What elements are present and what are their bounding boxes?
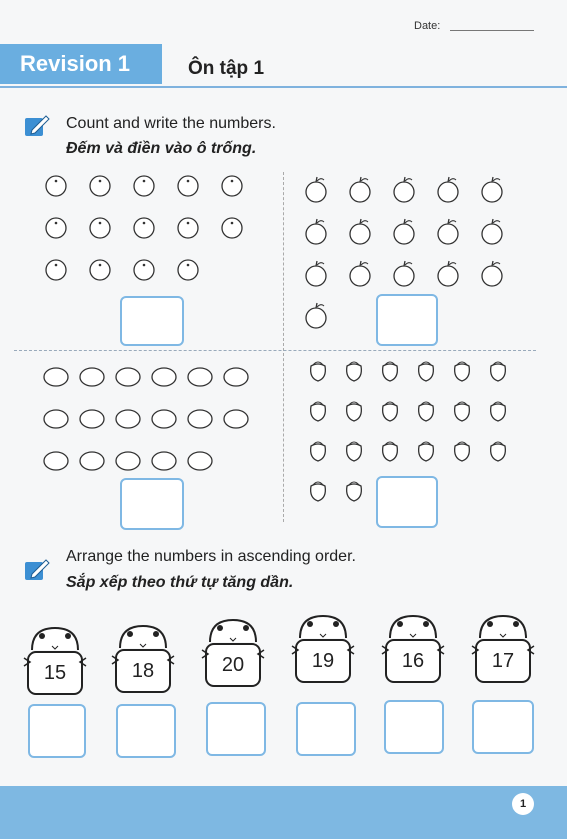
egg-icon [188,452,212,470]
frog-card [378,612,448,690]
revision-tab: Revision 1 [0,44,162,84]
pepper-icon [347,442,362,461]
exercise1-instruction-vi: Đếm và điền vào ô trống. [66,140,257,157]
egg-icon [80,410,104,428]
egg-icon [80,452,104,470]
exercise2-instruction-vi: Sắp xếp theo thứ tự tăng dần. [66,574,294,591]
apple-icon [350,261,370,286]
header-divider [0,86,567,88]
apple-icon [306,303,326,328]
apple-icon [482,219,502,244]
egg-icon [116,452,140,470]
apple-icon [350,177,370,202]
frog-number: 15 [43,662,67,684]
apple-icon [394,177,414,202]
egg-icon [44,410,68,428]
orange-icon [90,260,110,280]
order-box-5[interactable] [384,700,444,754]
frog-number: 20 [221,654,245,676]
egg-icon [80,368,104,386]
apple-icon [394,219,414,244]
order-box-2[interactable] [116,704,176,758]
frog-card [468,612,538,690]
apple-icon [482,177,502,202]
egg-icon [188,368,212,386]
egg-icon [188,410,212,428]
pepper-icon [347,362,362,381]
pepper-icon [455,442,470,461]
orange-icon [222,176,242,196]
pepper-icon [419,362,434,381]
pepper-icon [383,442,398,461]
orange-icon [178,260,198,280]
order-box-6[interactable] [472,700,534,754]
pepper-icon [455,402,470,421]
frog-card [20,624,90,702]
pepper-icon [491,362,506,381]
frog-number: 17 [491,650,515,672]
date-line [450,30,534,31]
apple-icon [394,261,414,286]
pepper-icon [491,402,506,421]
egg-icon [224,410,248,428]
orange-icon [46,176,66,196]
pepper-icon [347,402,362,421]
pepper-icon [311,362,326,381]
pepper-icon [419,402,434,421]
pepper-icon [455,362,470,381]
counting-objects [0,160,567,530]
egg-icon [152,410,176,428]
orange-icon [134,218,154,238]
order-box-3[interactable] [206,702,266,756]
orange-icon [90,176,110,196]
order-box-1[interactable] [28,704,86,758]
pepper-icon [491,442,506,461]
footer-band [0,786,567,839]
pepper-icon [347,482,362,501]
pepper-icon [311,442,326,461]
answer-box-eggs[interactable] [120,478,184,530]
frog-number: 16 [401,650,425,672]
pencil-icon [24,556,50,582]
date-label: Date: [414,20,441,32]
frog-number: 19 [311,650,335,672]
answer-box-oranges[interactable] [120,296,184,346]
apple-icon [438,261,458,286]
pencil-icon [24,112,50,138]
orange-icon [178,218,198,238]
page-title: Ôn tập 1 [188,58,265,79]
pepper-icon [383,362,398,381]
egg-icon [44,452,68,470]
frog-card [108,622,178,700]
egg-icon [152,368,176,386]
answer-box-apples[interactable] [376,294,438,346]
frog-number: 18 [131,660,155,682]
egg-icon [116,368,140,386]
frog-card [198,616,268,694]
apple-icon [482,261,502,286]
egg-icon [224,368,248,386]
pepper-icon [311,402,326,421]
exercise1-instruction-en: Count and write the numbers. [66,115,276,132]
orange-icon [134,176,154,196]
orange-icon [222,218,242,238]
pepper-icon [311,482,326,501]
pepper-icon [419,442,434,461]
orange-icon [178,176,198,196]
order-box-4[interactable] [296,702,356,756]
apple-icon [438,219,458,244]
answer-box-peppers[interactable] [376,476,438,528]
egg-icon [44,368,68,386]
exercise2-instruction-en: Arrange the numbers in ascending order. [66,548,356,565]
orange-icon [46,218,66,238]
page-number: 1 [512,793,534,815]
orange-icon [90,218,110,238]
orange-icon [46,260,66,280]
apple-icon [306,261,326,286]
pepper-icon [383,402,398,421]
egg-icon [152,452,176,470]
egg-icon [116,410,140,428]
apple-icon [350,219,370,244]
apple-icon [306,177,326,202]
frog-row [20,610,550,700]
apple-icon [306,219,326,244]
apple-icon [438,177,458,202]
orange-icon [134,260,154,280]
frog-card [288,612,358,690]
